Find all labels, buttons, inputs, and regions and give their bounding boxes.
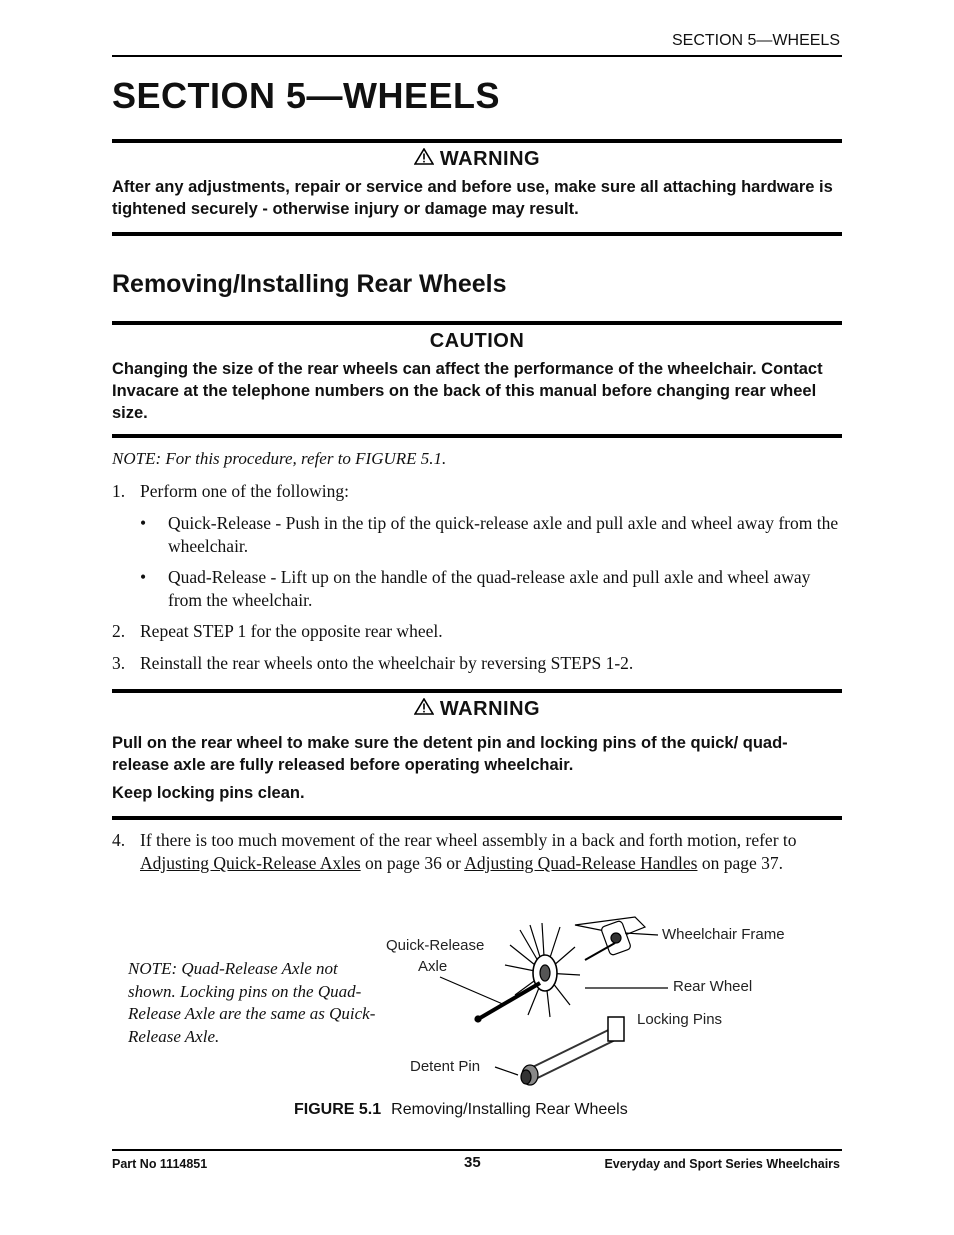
- caution-top-rule: [112, 321, 842, 325]
- step-text: [140, 829, 842, 875]
- footer-product: Everyday and Sport Series Wheelchairs: [604, 1157, 840, 1171]
- step4-suffix: on page 37.: [697, 853, 784, 873]
- warning2-top-rule: [112, 689, 842, 693]
- figure-number: FIGURE 5.1: [294, 1101, 382, 1118]
- step-number: 3.: [112, 653, 126, 673]
- step4-prefix: If there is too much movement of the rear wheel assembly in a back and forth motion, refer to: [140, 830, 797, 850]
- warning-triangle-icon: [414, 698, 434, 721]
- link-adjusting-quad-release-handles[interactable]: Adjusting Quad-Release Handles: [464, 853, 698, 873]
- step-text: Perform one of the following:: [140, 481, 349, 501]
- step-number: 1.: [112, 481, 126, 501]
- caution-bottom-rule: [112, 434, 842, 438]
- warning2-title-text: WARNING: [439, 698, 541, 720]
- footer-rule: [112, 1149, 842, 1151]
- warning-title-text: WARNING: [439, 148, 541, 170]
- warning-bottom-rule: [112, 232, 842, 236]
- step4-middle: on page 36 or: [360, 853, 465, 873]
- figure-note: NOTE: Quad-Release Axle not shown. Locking pins on the Quad-Release Axle are the same as Quick-Release Axle.: [128, 959, 376, 1046]
- step-number: 2.: [112, 621, 126, 641]
- step-text: Reinstall the rear wheels onto the wheelchair by reversing STEPS 1-2.: [140, 653, 634, 673]
- warning2-text-2: Keep locking pins clean.: [112, 784, 305, 802]
- label-locking-pins: Locking Pins: [637, 1011, 723, 1028]
- bullet-text: Quad-Release - Lift up on the handle of the quad-release axle and pull axle and wheel away from the wheelchair.: [168, 567, 811, 610]
- bullet-mark: •: [140, 567, 147, 587]
- figure-caption: [294, 1101, 628, 1119]
- warning2-text: Pull on the rear wheel to make sure the detent pin and locking pins of the quick/ quad-release axle are fully released before operating wheelchair.: [112, 734, 788, 774]
- step-text: Repeat STEP 1 for the opposite rear wheel.: [140, 621, 443, 641]
- warning-text: After any adjustments, repair or service and before use, make sure all attaching hardware is tightened securely - otherwise injury or damage may result.: [112, 178, 833, 218]
- footer-part-number: Part No 1114851: [112, 1157, 208, 1171]
- step-number: 4.: [112, 830, 126, 850]
- label-detent-pin: Detent Pin: [410, 1058, 481, 1075]
- label-wheelchair-frame: Wheelchair Frame: [662, 926, 785, 943]
- warning2-bottom-rule: [112, 816, 842, 820]
- link-adjusting-quick-release-axles[interactable]: Adjusting Quick-Release Axles: [140, 853, 361, 873]
- page-number: 35: [464, 1154, 481, 1171]
- label-rear-wheel: Rear Wheel: [673, 978, 753, 995]
- header-rule: [112, 55, 842, 57]
- bullet-mark: •: [140, 513, 147, 533]
- warning2-title: [112, 698, 842, 721]
- figure-caption-text: Removing/Installing Rear Wheels: [391, 1101, 628, 1118]
- running-head: SECTION 5—WHEELS: [671, 32, 840, 49]
- bullet-text: Quick-Release - Push in the tip of the quick-release axle and pull axle and wheel away from the wheelchair.: [168, 513, 839, 556]
- caution-text: Changing the size of the rear wheels can affect the performance of the wheelchair. Contact Invacare at the telephone numbers on the back of this manual before changing rear wheel size.: [112, 360, 823, 422]
- warning-top-rule: [112, 139, 842, 143]
- page-title: SECTION 5—WHEELS: [112, 75, 501, 116]
- label-axle: Axle: [418, 958, 448, 975]
- section-subheading: Removing/Installing Rear Wheels: [112, 270, 507, 298]
- procedure-note: NOTE: For this procedure, refer to FIGURE 5.1.: [112, 449, 447, 468]
- label-quick-release: Quick-Release: [386, 937, 485, 954]
- caution-title: CAUTION: [429, 330, 525, 352]
- warning-triangle-icon: [414, 148, 434, 171]
- warning-title: [112, 148, 842, 171]
